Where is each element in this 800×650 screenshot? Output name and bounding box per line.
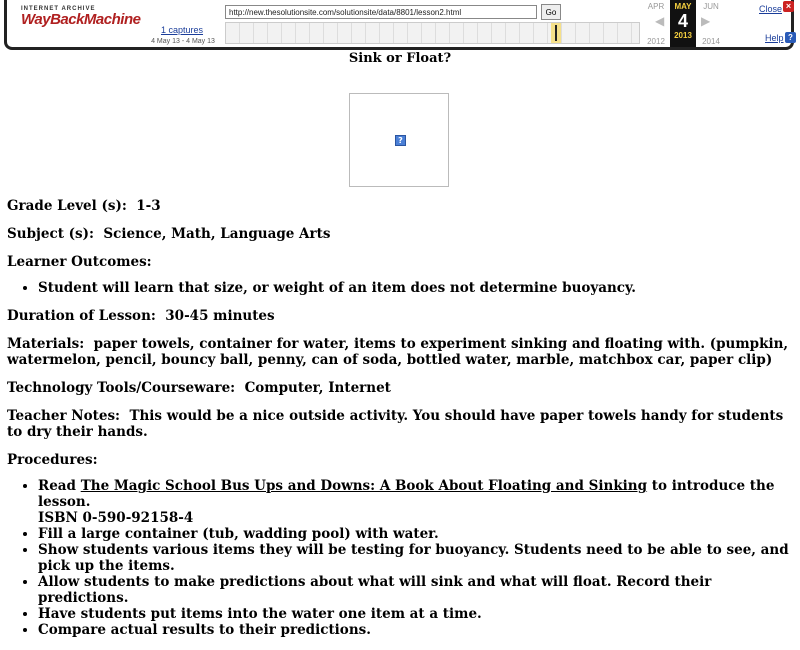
logo-main-text: WayBackMachine bbox=[21, 11, 141, 28]
isbn: ISBN 0-590-92158-4 bbox=[38, 510, 194, 526]
teacher-notes bbox=[7, 408, 797, 440]
list-item: • Fill a large container (tub, wadding pool) with water. bbox=[38, 526, 797, 542]
outcomes-list bbox=[7, 280, 797, 296]
wayback-logo[interactable] bbox=[21, 6, 141, 28]
broken-image-icon: ? bbox=[395, 135, 406, 146]
captures-link[interactable]: 1 captures bbox=[160, 25, 204, 35]
subject-value: Science, Math, Language Arts bbox=[103, 226, 331, 242]
list-item: • Allow students to make predictions about what will sink and what will float. Record their predictions. bbox=[38, 574, 797, 606]
materials-value: paper towels, container for water, items to experiment sinking and floating with. (pumpkin, watermelon, pencil, bouncy ball, penny, can of soda, bottled water, marble, matchbox car, paper clip) bbox=[7, 336, 789, 368]
grade-level bbox=[7, 198, 797, 214]
list-item: • Compare actual results to their predictions. bbox=[38, 622, 797, 638]
next-month-label: JUN bbox=[703, 2, 719, 11]
teacher-notes-label: Teacher Notes: bbox=[7, 408, 121, 424]
capture-timeline[interactable] bbox=[225, 22, 640, 44]
prev-arrow-icon[interactable]: ◀ bbox=[655, 14, 665, 28]
wayback-toolbar bbox=[4, 0, 794, 50]
prev-month-label: APR bbox=[647, 2, 665, 11]
next-year-label[interactable]: 2014 bbox=[702, 37, 720, 46]
go-button[interactable]: Go bbox=[541, 4, 561, 20]
help-link[interactable]: Help bbox=[765, 33, 784, 43]
list-item bbox=[38, 478, 797, 526]
book-link[interactable]: The Magic School Bus Ups and Downs: A Book About Floating and Sinking bbox=[80, 478, 648, 494]
procedures-heading: Procedures: bbox=[7, 452, 98, 468]
broken-image-placeholder bbox=[349, 93, 449, 187]
read-suffix: to introduce the lesson. bbox=[38, 478, 775, 510]
subject bbox=[7, 226, 797, 242]
technology-value: Computer, Internet bbox=[244, 380, 391, 396]
materials-label: Materials: bbox=[7, 336, 85, 352]
timeline-capture-marker[interactable] bbox=[555, 25, 557, 41]
capture-date-range: 4 May 13 - 4 May 13 bbox=[151, 38, 215, 45]
list-item: • Show students various items they will be testing for buoyancy. Students need to be able to see, and pick up the items. bbox=[38, 542, 797, 574]
close-icon[interactable]: × bbox=[783, 1, 794, 12]
subject-label: Subject (s): bbox=[7, 226, 94, 242]
logo-top-text: INTERNET ARCHIVE bbox=[21, 6, 96, 12]
duration bbox=[7, 308, 797, 324]
outcomes-heading: Learner Outcomes: bbox=[7, 254, 152, 270]
page-title: Sink or Float? bbox=[348, 51, 452, 66]
close-link[interactable]: Close bbox=[759, 4, 783, 14]
lesson-content bbox=[7, 198, 797, 650]
list-item: • Have students put items into the water one item at a time. bbox=[38, 606, 797, 622]
read-prefix: Read bbox=[38, 478, 81, 494]
help-icon[interactable]: ? bbox=[785, 32, 796, 43]
url-input[interactable] bbox=[225, 5, 537, 19]
grade-label: Grade Level (s): bbox=[7, 198, 127, 214]
grade-value: 1-3 bbox=[136, 198, 161, 214]
current-day: 4 bbox=[677, 11, 688, 31]
next-arrow-icon[interactable]: ▶ bbox=[701, 14, 711, 28]
current-capture-date bbox=[670, 0, 696, 47]
technology-label: Technology Tools/Courseware: bbox=[7, 380, 236, 396]
duration-value: 30-45 minutes bbox=[165, 308, 275, 324]
materials bbox=[7, 336, 797, 368]
current-year: 2013 bbox=[674, 31, 692, 40]
prev-year-label[interactable]: 2012 bbox=[647, 37, 665, 46]
current-month: MAY bbox=[674, 2, 692, 11]
technology bbox=[7, 380, 797, 396]
duration-label: Duration of Lesson: bbox=[7, 308, 156, 324]
list-item: • Student will learn that size, or weight of an item does not determine buoyancy. bbox=[38, 280, 797, 296]
procedures-list bbox=[7, 478, 797, 638]
teacher-notes-value: This would be a nice outside activity. You should have paper towels handy for students to dry their hands. bbox=[7, 408, 784, 440]
